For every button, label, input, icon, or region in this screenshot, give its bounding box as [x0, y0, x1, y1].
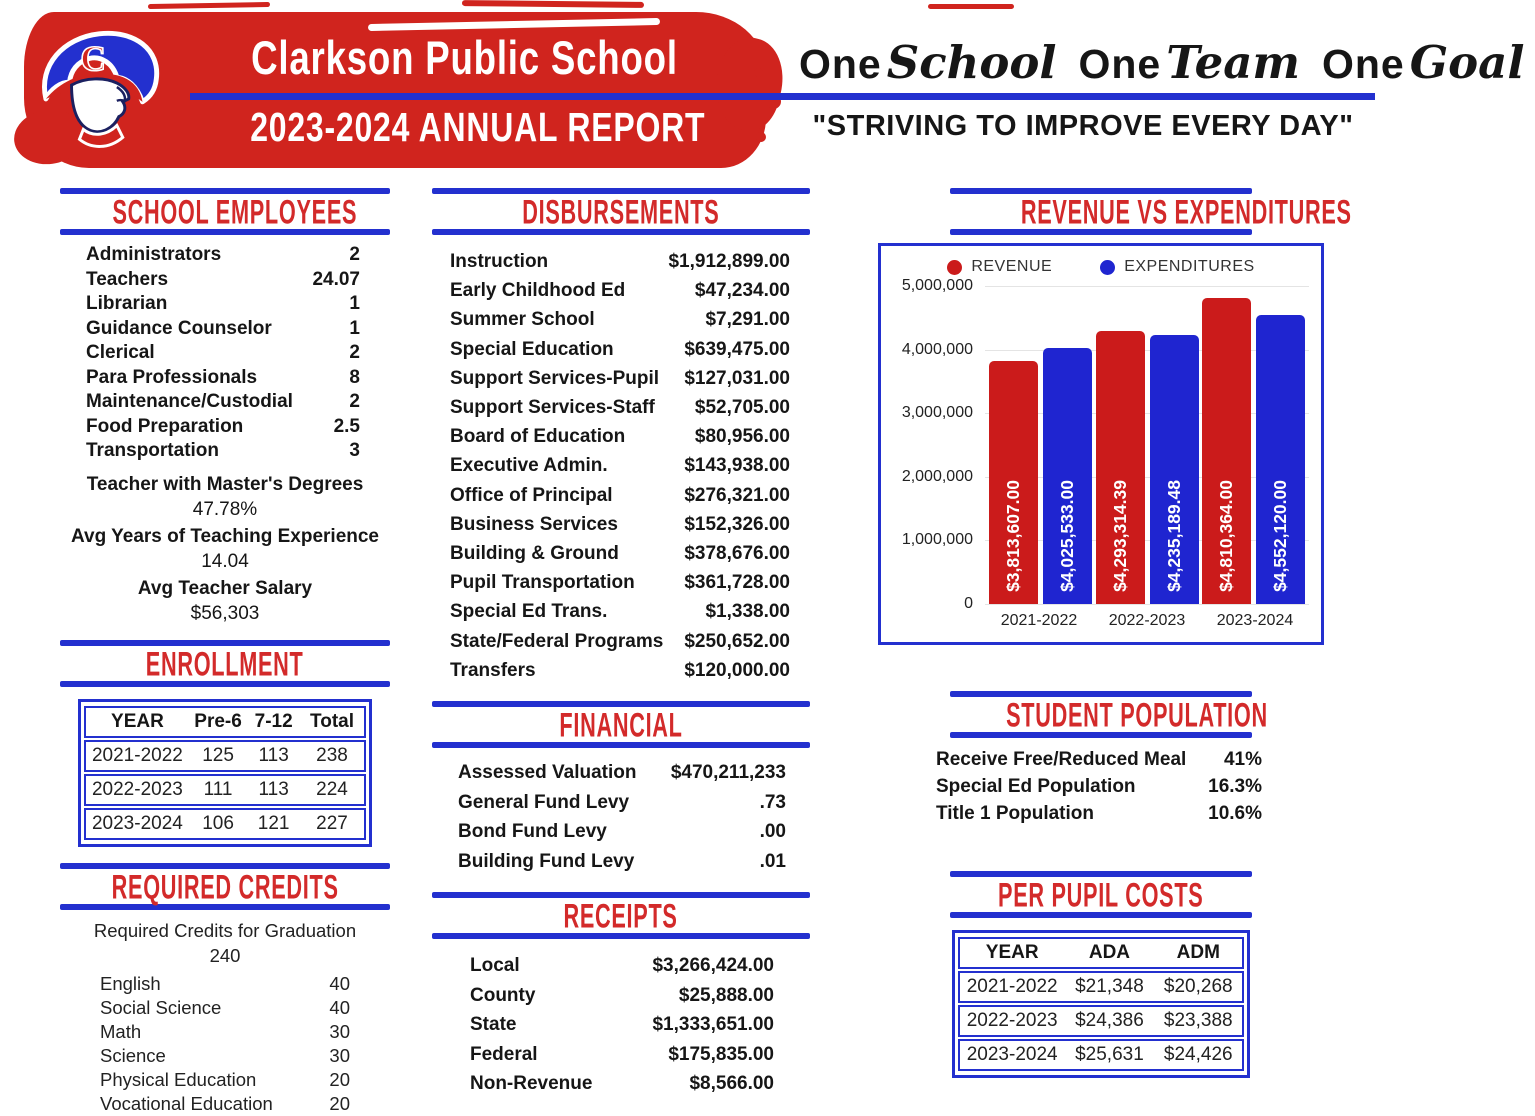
column-header: Total — [310, 710, 354, 732]
row-label: Summer School — [450, 309, 595, 331]
table-row — [958, 1039, 1244, 1071]
row-value: 16.3% — [1208, 776, 1262, 797]
row-value: $175,835.00 — [668, 1043, 774, 1065]
row-label: Guidance Counselor — [86, 317, 272, 339]
motto-plain-word: One — [799, 41, 882, 87]
table-cell: 121 — [257, 812, 290, 834]
section-title: PER PUPIL COSTS — [998, 874, 1204, 915]
column-header: 7-12 — [254, 710, 293, 732]
row-label: Instruction — [450, 251, 549, 272]
section-title: ENROLLMENT — [146, 643, 304, 683]
patriot-face — [72, 79, 129, 132]
employee-list — [60, 243, 390, 464]
row-label: Building Fund Levy — [458, 850, 635, 872]
table-cell: $25,631 — [1075, 1044, 1144, 1065]
table-cell: 2021-2022 — [91, 744, 183, 766]
table-row — [958, 971, 1244, 1003]
row-label: Assessed Valuation — [458, 762, 637, 784]
credits-subtitle — [60, 918, 390, 968]
bar-value-label: $4,293,314.39 — [1109, 480, 1130, 592]
row-value: $80,956.00 — [694, 426, 790, 448]
row-label: Special Education — [450, 338, 614, 360]
row-label: Teachers — [86, 268, 169, 290]
bar-value-label: $4,025,533.00 — [1056, 480, 1077, 592]
legend-item-expenditures — [1100, 258, 1254, 276]
bar-expenditures-2021-2022 — [1043, 348, 1092, 604]
row-label: State/Federal Programs — [450, 630, 664, 652]
stat-block — [60, 576, 390, 626]
chart-bar-group-2023-2024 — [1202, 286, 1305, 604]
disbursement-row — [450, 656, 790, 685]
logo-letter: C — [80, 38, 107, 79]
clarkson-patriot-logo — [34, 22, 182, 160]
row-value: 1 — [349, 293, 360, 314]
disbursement-row — [450, 451, 790, 480]
row-value: $361,728.00 — [684, 572, 790, 594]
row-label: Business Services — [450, 513, 618, 535]
row-label: Food Preparation — [86, 415, 244, 437]
gridline — [985, 604, 1309, 605]
bar-expenditures-2023-2024 — [1256, 315, 1305, 605]
row-value: 40 — [329, 996, 350, 1018]
row-label: Local — [470, 955, 520, 977]
table-row — [84, 774, 366, 806]
row-label: Maintenance/Custodial — [86, 391, 293, 412]
section-header-per-pupil-costs — [950, 871, 1252, 918]
table-cell: $24,386 — [1075, 1010, 1144, 1031]
revenue-legend-dot — [947, 260, 962, 275]
row-value: .73 — [759, 791, 786, 813]
row-label: State — [470, 1014, 517, 1036]
receipt-row — [470, 951, 774, 981]
row-label: Building & Ground — [450, 543, 619, 565]
employee-row — [86, 390, 360, 415]
section-header-revenue-expenditures — [950, 188, 1352, 235]
motto-script-word: School — [886, 36, 1057, 89]
receipt-row — [470, 1040, 774, 1070]
credits-total: 240 — [209, 944, 241, 966]
disbursement-row — [450, 305, 790, 334]
row-value: $7,291.00 — [705, 309, 790, 331]
financial-row — [458, 758, 786, 788]
row-label: Pupil Transportation — [450, 572, 635, 594]
row-value: $470,211,233 — [670, 762, 786, 784]
column-header: ADM — [1176, 942, 1220, 963]
motto-pair — [1321, 36, 1525, 89]
stat-label: Teacher with Master's Degrees — [86, 473, 364, 495]
credits-subtitle-text: Required Credits for Graduation — [93, 919, 357, 941]
row-value: 2 — [349, 391, 360, 412]
row-value: $1,333,651.00 — [652, 1014, 774, 1036]
employee-row — [86, 268, 360, 293]
disbursement-row — [450, 539, 790, 568]
school-motto — [788, 36, 1525, 89]
middle-column — [432, 188, 810, 1099]
row-value: .00 — [759, 821, 786, 843]
y-axis-tick: 5,000,000 — [901, 277, 973, 294]
brush-streak — [928, 4, 1014, 9]
disbursement-row — [450, 510, 790, 539]
stat-value: $56,303 — [190, 602, 260, 624]
row-label: Title 1 Population — [936, 803, 1094, 824]
row-value: $3,266,424.00 — [652, 955, 774, 977]
table-cell: $20,268 — [1163, 976, 1233, 997]
disbursement-row — [450, 422, 790, 451]
legend-item-revenue — [947, 258, 1052, 276]
bar-groups — [985, 286, 1309, 604]
brush-splatter — [754, 68, 763, 77]
credits-list — [60, 972, 390, 1116]
row-value: 30 — [329, 1044, 350, 1066]
y-axis-tick: 1,000,000 — [901, 531, 973, 549]
table-cell: 113 — [258, 744, 289, 766]
header-divider-line — [190, 93, 1375, 100]
table-cell: 111 — [203, 778, 233, 800]
column-header: YEAR — [985, 942, 1039, 963]
row-value: 20 — [329, 1068, 350, 1090]
population-row — [936, 773, 1262, 800]
school-name-title: Clarkson Public School — [250, 31, 678, 84]
right-column — [878, 188, 1352, 1078]
row-label: Clerical — [86, 342, 155, 363]
row-value: $250,652.00 — [684, 630, 790, 652]
row-label: Board of Education — [450, 426, 626, 448]
table-row — [958, 1005, 1244, 1037]
x-axis-label: 2021-2022 — [1000, 612, 1078, 629]
credit-row — [100, 1020, 350, 1044]
table-cell: 2021-2022 — [966, 976, 1058, 997]
credit-row — [100, 996, 350, 1020]
table-cell: $23,388 — [1163, 1010, 1233, 1031]
row-value: $120,000.00 — [684, 659, 790, 681]
disbursement-row — [450, 597, 790, 626]
table-cell: 2022-2023 — [966, 1010, 1058, 1031]
section-header-disbursements — [432, 188, 810, 235]
row-label: Librarian — [86, 293, 168, 314]
enrollment-header-row — [84, 706, 366, 738]
population-row — [936, 800, 1262, 827]
row-label: Administrators — [86, 244, 222, 265]
y-axis-tick: 3,000,000 — [901, 404, 973, 422]
table-cell: 227 — [316, 812, 348, 834]
row-label: Office of Principal — [450, 484, 613, 506]
section-header-student-population — [950, 691, 1268, 738]
row-value: 40 — [329, 972, 350, 994]
chart-x-axis — [985, 612, 1309, 630]
table-cell: 106 — [202, 812, 234, 834]
receipts-list — [432, 951, 810, 1099]
financial-row — [458, 817, 786, 847]
disbursement-row — [450, 276, 790, 305]
table-cell: 238 — [316, 744, 348, 766]
motto-script-word: Goal — [1409, 36, 1525, 89]
stat-value: 47.78% — [192, 498, 258, 520]
section-title: REVENUE VS EXPENDITURES — [1020, 191, 1352, 232]
section-title: RECEIPTS — [563, 895, 679, 936]
section-header-receipts — [432, 892, 810, 939]
row-value: 41% — [1223, 749, 1262, 770]
legend-label: REVENUE — [971, 258, 1053, 275]
chart-plot — [985, 286, 1309, 604]
bar-revenue-2023-2024 — [1202, 298, 1251, 604]
x-axis-label: 2022-2023 — [1108, 612, 1186, 629]
employee-row — [86, 415, 360, 440]
row-label: Support Services-Staff — [450, 397, 655, 419]
employee-row — [86, 243, 360, 268]
table-cell: 2023-2024 — [966, 1044, 1058, 1065]
report-title: 2023-2024 ANNUAL REPORT — [250, 104, 706, 150]
chart-bar-group-2021-2022 — [989, 286, 1092, 604]
financial-list — [432, 758, 810, 876]
row-value: 2 — [349, 244, 360, 265]
bar-revenue-2021-2022 — [989, 361, 1038, 604]
row-value: 1 — [349, 317, 360, 339]
left-column — [60, 188, 390, 1116]
section-header-financial — [432, 701, 810, 748]
disbursement-row — [450, 247, 790, 276]
population-row — [936, 746, 1262, 773]
row-label: Math — [100, 1020, 142, 1042]
enrollment-body — [83, 740, 367, 840]
brush-streak — [148, 2, 270, 9]
table-cell: 2023-2024 — [91, 812, 183, 834]
row-value: 10.6% — [1208, 803, 1262, 824]
receipt-row — [470, 1069, 774, 1099]
row-label: Transfers — [450, 659, 536, 681]
stat-value: 14.04 — [201, 550, 249, 572]
row-label: County — [470, 984, 536, 1006]
row-label: General Fund Levy — [458, 791, 630, 813]
stat-block — [60, 472, 390, 522]
row-value: 20 — [329, 1092, 350, 1114]
credit-row — [100, 972, 350, 996]
motto-script-word: Team — [1166, 36, 1300, 89]
disbursement-row — [450, 393, 790, 422]
bar-expenditures-2022-2023 — [1150, 335, 1199, 604]
disbursement-row — [450, 335, 790, 364]
school-tagline: "STRIVING TO IMPROVE EVERY DAY" — [812, 110, 1354, 142]
bar-value-label: $4,235,189.48 — [1163, 480, 1184, 592]
receipt-row — [470, 1010, 774, 1040]
table-cell: 125 — [202, 744, 234, 766]
row-label: Receive Free/Reduced Meal — [936, 749, 1187, 770]
motto-pair — [1078, 36, 1300, 89]
revenue-expenditures-chart — [878, 243, 1324, 645]
student-population-list — [878, 746, 1324, 827]
brush-streak — [462, 0, 644, 8]
row-value: $8,566.00 — [689, 1073, 774, 1095]
section-title: FINANCIAL — [559, 704, 683, 745]
x-axis-label: 2023-2024 — [1216, 612, 1294, 629]
row-label: Science — [100, 1044, 166, 1066]
employee-row — [86, 317, 360, 342]
stat-label: Avg Teacher Salary — [137, 577, 313, 599]
disbursements-list — [432, 247, 810, 685]
per-pupil-costs-table — [952, 930, 1250, 1078]
disbursement-row — [450, 627, 790, 656]
table-cell: 113 — [258, 778, 289, 800]
bar-revenue-2022-2023 — [1096, 331, 1145, 604]
legend-label: EXPENDITURES — [1124, 258, 1255, 275]
chart-legend — [893, 258, 1309, 276]
row-value: 2.5 — [333, 415, 360, 437]
section-header-school-employees — [60, 188, 390, 235]
motto-pair — [799, 36, 1057, 89]
row-value: $276,321.00 — [684, 484, 790, 506]
financial-row — [458, 847, 786, 877]
employee-row — [86, 292, 360, 317]
per-pupil-body — [957, 971, 1245, 1071]
bar-value-label: $4,552,120.00 — [1270, 480, 1291, 592]
brush-splatter — [756, 132, 766, 142]
enrollment-table — [78, 699, 372, 847]
section-title: REQUIRED CREDITS — [111, 866, 339, 906]
credit-row — [100, 1044, 350, 1068]
row-value: $152,326.00 — [684, 513, 790, 535]
credit-row — [100, 1092, 350, 1116]
stat-label: Avg Years of Teaching Experience — [71, 525, 379, 547]
chart-plot-area — [893, 277, 1309, 612]
row-value: 24.07 — [312, 268, 360, 290]
row-label: Federal — [470, 1043, 538, 1065]
y-axis-tick: 0 — [964, 595, 973, 612]
row-value: $52,705.00 — [694, 397, 790, 419]
row-label: Bond Fund Levy — [458, 821, 607, 843]
motto-plain-word: One — [1078, 41, 1162, 87]
disbursement-row — [450, 568, 790, 597]
row-value: 8 — [349, 366, 360, 388]
column-header: YEAR — [111, 710, 164, 732]
row-label: Para Professionals — [86, 366, 258, 388]
y-axis-tick: 2,000,000 — [901, 467, 973, 485]
row-label: Executive Admin. — [450, 455, 608, 477]
row-label: Early Childhood Ed — [450, 280, 626, 302]
section-header-required-credits — [60, 863, 390, 910]
disbursement-row — [450, 364, 790, 393]
table-cell: $21,348 — [1075, 976, 1144, 997]
row-label: Support Services-Pupil — [450, 367, 660, 389]
column-header: ADA — [1088, 942, 1131, 963]
row-value: $639,475.00 — [684, 338, 790, 360]
credit-row — [100, 1068, 350, 1092]
employee-row — [86, 439, 360, 464]
row-value: $1,912,899.00 — [668, 251, 790, 272]
table-cell: 2022-2023 — [91, 778, 183, 800]
row-value: $25,888.00 — [678, 984, 774, 1006]
table-row — [84, 808, 366, 840]
section-title: STUDENT POPULATION — [1006, 694, 1268, 735]
disbursement-row — [450, 481, 790, 510]
receipt-row — [470, 981, 774, 1011]
section-title: SCHOOL EMPLOYEES — [112, 191, 358, 232]
row-value: $378,676.00 — [684, 543, 790, 565]
teacher-stats — [60, 472, 390, 626]
row-label: Special Ed Population — [936, 776, 1136, 797]
table-row — [84, 740, 366, 772]
section-header-enrollment — [60, 640, 390, 687]
row-label: Transportation — [86, 440, 220, 461]
section-title: DISBURSEMENTS — [522, 191, 720, 232]
expenditures-legend-dot — [1100, 260, 1115, 275]
chart-bar-group-2022-2023 — [1096, 286, 1199, 604]
stat-block — [60, 524, 390, 574]
row-label: English — [100, 972, 161, 994]
row-value: $143,938.00 — [684, 455, 790, 477]
employee-row — [86, 366, 360, 391]
chart-y-axis — [893, 277, 985, 612]
row-value: 3 — [349, 440, 360, 461]
row-value: $1,338.00 — [705, 601, 790, 623]
row-label: Vocational Education — [100, 1092, 273, 1114]
bar-value-label: $4,810,364.00 — [1216, 480, 1237, 592]
row-label: Physical Education — [100, 1068, 257, 1090]
row-value: $127,031.00 — [684, 367, 790, 389]
row-value: 2 — [349, 342, 360, 363]
row-label: Special Ed Trans. — [450, 601, 608, 623]
row-label: Non-Revenue — [470, 1073, 593, 1095]
y-axis-tick: 4,000,000 — [901, 340, 973, 358]
table-cell: $24,426 — [1163, 1044, 1233, 1065]
bar-value-label: $3,813,607.00 — [1002, 480, 1023, 592]
row-value: $47,234.00 — [694, 280, 790, 302]
motto-plain-word: One — [1321, 41, 1405, 87]
employee-row — [86, 341, 360, 366]
row-label: Social Science — [100, 996, 222, 1018]
row-value: .01 — [759, 850, 786, 872]
per-pupil-header-row — [958, 937, 1244, 969]
row-value: 30 — [329, 1020, 350, 1042]
table-cell: 224 — [316, 778, 348, 800]
column-header: Pre-6 — [194, 710, 242, 732]
financial-row — [458, 788, 786, 818]
